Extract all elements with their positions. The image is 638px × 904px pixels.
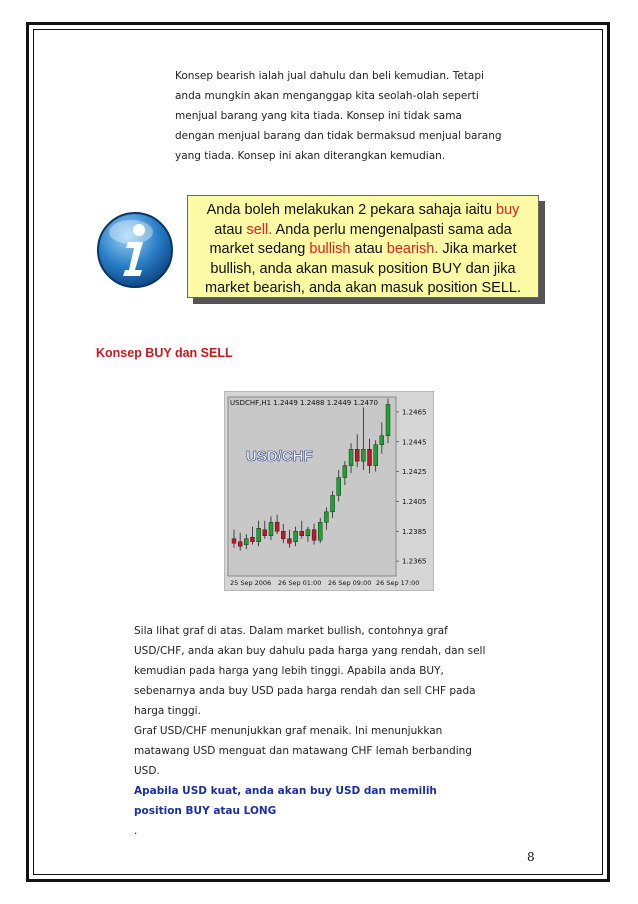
- candle-body: [306, 530, 310, 536]
- candle-body: [331, 495, 335, 511]
- candle-body: [368, 449, 372, 465]
- emphasis-text: Apabila USD kuat, anda akan buy USD dan memilih: [134, 785, 437, 797]
- text-line: sebenarnya anda buy USD pada harga rendah dan sell CHF pada: [134, 685, 476, 697]
- x-tick-label: 26 Sep 17:00: [376, 579, 420, 587]
- x-tick-label: 25 Sep 2006: [230, 579, 272, 587]
- callout-sell-word: sell.: [246, 221, 273, 238]
- candle-body: [275, 522, 279, 531]
- tip-callout: [187, 195, 539, 298]
- text-line: dengan menjual barang dan tidak bermaksud menjual barang: [175, 130, 502, 142]
- callout-text-part: atau: [214, 221, 247, 238]
- candle-body: [355, 449, 359, 461]
- callout-text-part: Anda boleh melakukan 2 pekara sahaja iaitu: [206, 202, 496, 218]
- paragraph-buy-sell-explanation: [134, 621, 534, 841]
- text-line: menjual barang yang kita tiada. Konsep ini tidak sama: [175, 110, 462, 122]
- text-line: harga tinggi.: [134, 705, 201, 717]
- text-line: [134, 761, 534, 801]
- info-icon: [95, 210, 175, 290]
- chart-header-label: USDCHF,H1 1.2449 1.2488 1.2449 1.2470: [230, 399, 378, 407]
- candle-body: [300, 531, 304, 535]
- text-plain: USD.: [134, 765, 160, 777]
- candle-body: [380, 436, 384, 445]
- callout-text: [195, 201, 531, 299]
- x-tick-label: 26 Sep 01:00: [278, 579, 322, 587]
- candle-body: [281, 531, 285, 538]
- y-tick-label: 1.2425: [402, 468, 427, 477]
- candle-body: [257, 528, 261, 541]
- usdchf-chart: [224, 391, 434, 591]
- y-tick-label: 1.2365: [402, 557, 427, 566]
- candle-body: [263, 530, 267, 536]
- callout-buy-word: buy: [496, 202, 520, 218]
- chart-title: USD/CHF: [246, 448, 313, 465]
- text-line: Sila lihat graf di atas. Dalam market bullish, contohnya graf: [134, 625, 448, 637]
- candle-body: [386, 404, 390, 435]
- text-line: anda mungkin akan menganggap kita seolah-olah seperti: [175, 90, 479, 102]
- text-line: [134, 801, 534, 841]
- section-title: Konsep BUY dan SELL: [96, 346, 233, 360]
- candle-body: [374, 445, 378, 466]
- candle-body: [238, 542, 242, 546]
- candle-body: [343, 466, 347, 478]
- text-line: matawang USD menguat dan matawang CHF lemah berbanding: [134, 745, 472, 757]
- text-line: Konsep bearish ialah jual dahulu dan beli kemudian. Tetapi: [175, 70, 484, 82]
- x-tick-label: 26 Sep 09:00: [328, 579, 372, 587]
- text-line: kemudian pada harga yang lebih tinggi. Apabila anda BUY,: [134, 665, 444, 677]
- candle-body: [324, 512, 328, 522]
- y-tick-label: 1.2445: [402, 438, 427, 447]
- page-number: 8: [527, 850, 535, 864]
- callout-bearish-word: bearish.: [386, 241, 439, 257]
- candle-body: [318, 522, 322, 540]
- y-tick-label: 1.2385: [402, 527, 427, 536]
- y-tick-label: 1.2405: [402, 497, 427, 506]
- candle-body: [337, 478, 341, 496]
- chart-plot-area: [228, 397, 396, 576]
- callout-text-part: Jika market bullish, anda akan masuk position BUY dan jika market bearish, anda akan masuk position SELL.: [205, 241, 521, 296]
- text-line: Graf USD/CHF menunjukkan graf menaik. Ini menunjukkan: [134, 725, 443, 737]
- candle-body: [232, 539, 236, 543]
- candle-body: [250, 537, 254, 541]
- callout-bullish-word: bullish: [309, 241, 351, 257]
- callout-text-part: atau: [350, 241, 387, 257]
- candle-body: [244, 539, 248, 545]
- candle-body: [294, 531, 298, 541]
- paragraph-bearish-concept: [175, 66, 555, 166]
- callout-text-part: Anda perlu mengenalpasti sama ada market sedang: [209, 221, 512, 257]
- candle-body: [361, 449, 365, 461]
- candle-body: [287, 539, 291, 543]
- text-line: USD/CHF, anda akan buy dahulu pada harga yang rendah, dan sell: [134, 645, 486, 657]
- candle-body: [312, 530, 316, 540]
- text-line: yang tiada. Konsep ini akan diterangkan kemudian.: [175, 150, 446, 162]
- text-plain: .: [134, 825, 138, 837]
- candle-body: [349, 449, 353, 465]
- candle-body: [269, 522, 273, 535]
- emphasis-text: position BUY atau LONG: [134, 805, 277, 817]
- y-tick-label: 1.2465: [402, 408, 427, 417]
